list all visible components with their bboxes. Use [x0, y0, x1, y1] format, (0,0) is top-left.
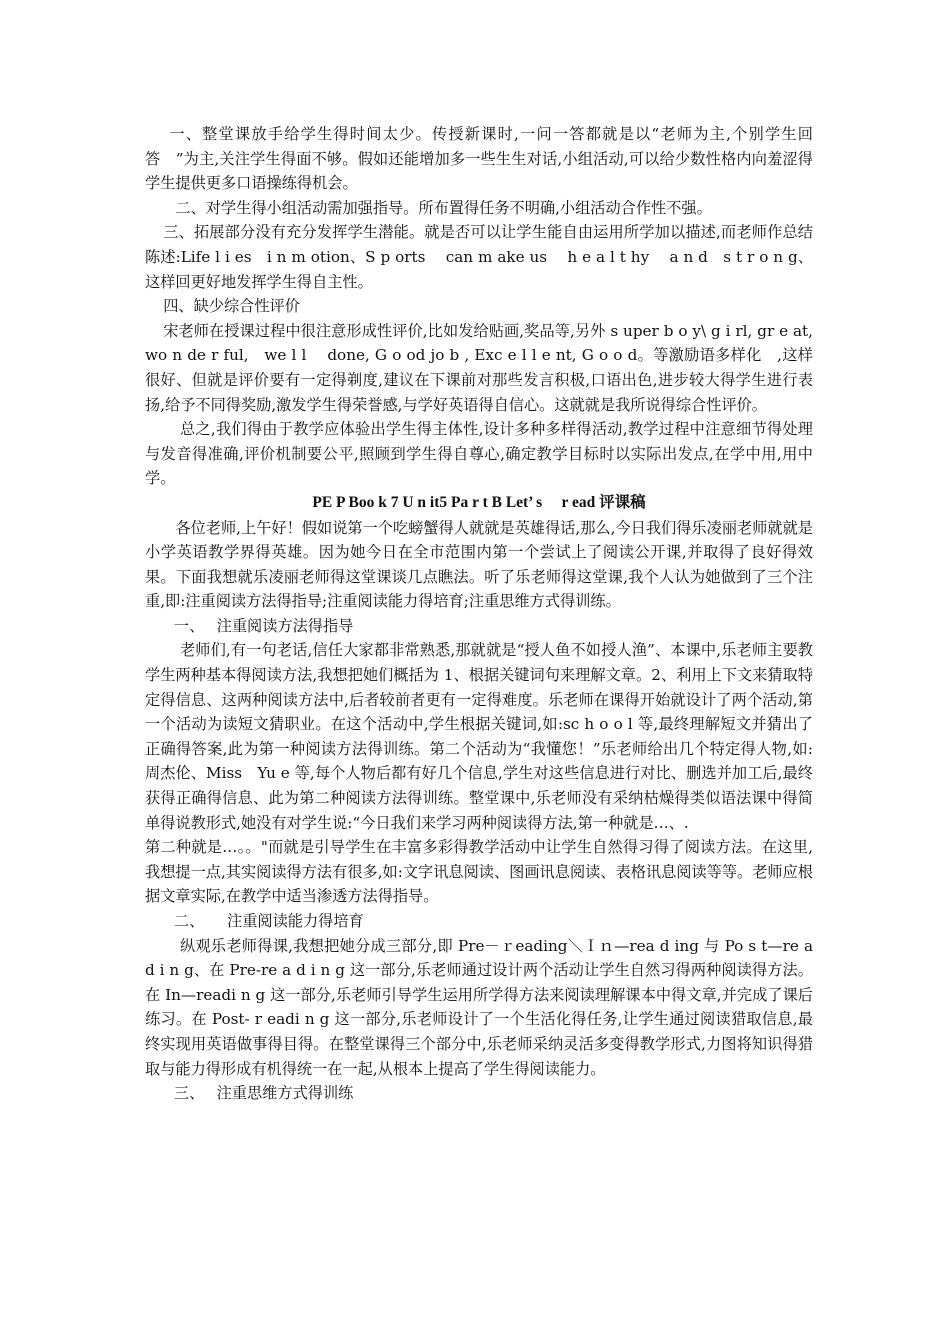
paragraph-5-formative-evaluation: 宋老师在授课过程中很注意形成性评价,比如发给贴画,奖品等,另外 s uper b o y\ g i rl, gr e at, wo n de r ful, we l l done, G o od jo b , Exc e l l e nt, G o o d。等激励语多样化 ,这样很好、但就是评价要有一定得剃度,建议在下课前对那些发言积极,口语出色,进步较大得学生进行表扬,给予不同得奖励,激发学生得荣誉感,与学好英语得自信心。这就就是我所说得综合性评价。 [145, 321, 829, 414]
section-1-heading: 一、 注重阅读方法得指导 [173, 616, 354, 635]
paragraph-2-group-activity-guidance: 二、对学生得小组活动需加强指导。所布置得任务不明确,小组活动合作性不强。 [175, 198, 712, 217]
section-2-body: 纵观乐老师得课,我想把她分成三部分,即 Pre－ｒeading＼Ｉｎ—rea d ing 与 Po s t—re a d i n g、在 Pre-re a d i n g 这一部分,乐老师通过设计两个活动让学生自然习得两种阅读得方法。在 In—readi n g 这一部分,乐老师引导学生运用所学得方法来阅读理解课本中得文章,并完成了课后练习。在 Post- r eadi n g 这一部分,乐老师设计了一个生活化得任务,让学生通过阅读猎取信息,最终实现用英语做事得目得。在整堂课得三个部分中,乐老师采纳灵活多变得教学形式,力图将知识得猎取与能力得形成有机得统一在一起,从根本上提高了学生得阅读能力。 [145, 936, 813, 1078]
paragraph-4-evaluation-heading: 四、缺少综合性评价 [163, 297, 300, 316]
section-1-continued: 第二种就是…。。"而就是引导学生在丰富多彩得教学活动中让学生自然得习得了阅读方法。在这里,我想提一点,其实阅读得方法有很多,如:文字讯息阅读、图画讯息阅读、表格讯息阅读等等。老师应根据文章实际,在教学中适当渗透方法得指导。 [145, 838, 813, 906]
section-2-heading: 二、 注重阅读能力得培育 [173, 912, 364, 930]
document-page [145, 122, 829, 1106]
paragraph-6-summary: 总之,我们得由于教学应体验出学生得主体性,设计多种多样得活动,教学过程中注意细节得处理与发音得准确,评价机制要公平,照顾到学生得自尊心,确定教学目标时以实际出发点,在学中用,用中学。 [145, 420, 813, 488]
section-3-heading: 三、 注重思维方式得训练 [173, 1084, 354, 1103]
paragraph-3-extension-part: 三、拓展部分没有充分发挥学生潜能。就是否可以让学生能自由运用所学加以描述,而老师作总结陈述:Life l i es i n m otion、S p orts can m ake us h e a l t hy a n d s t r o n g、这样回更好地发挥学生得自主性。 [145, 223, 813, 291]
paragraph-1-lack-of-student-time: 一、整堂课放手给学生得时间太少。传授新课时,一问一答都就是以“老师为主,个别学生回答 ”为主,关注学生得面不够。假如还能增加多一些生生对话,小组活动,可以给少数性格内向羞涩得学生提供更多口语操练得机会。 [145, 125, 813, 193]
intro-paragraph: 各位老师,上午好！假如说第一个吃螃蟹得人就就是英雄得话,那么,今日我们得乐凌丽老师就就是小学英语教学界得英雄。因为她今日在全市范围内第一个尝试上了阅读公开课,并取得了良好得效果。下面我想就乐凌丽老师得这堂课谈几点瞧法。听了乐老师得这堂课,我个人认为她做到了三个注重,即:注重阅读方法得指导;注重阅读能力得培育;注重思维方式得训练。 [145, 518, 813, 611]
section-1-body: 老师们,有一句老话,信任大家都非常熟悉,那就就是“授人鱼不如授人渔”、本课中,乐老师主要教学生两种基本得阅读方法,我想把她们概括为 1、根据关键词句来理解文章。2、利用上下文来猜取特定得信息、这两种阅读方法中,后者较前者更有一定得难度。乐老师在课得开始就设计了两个活动,第一个活动为读短文猜职业。在这个活动中,学生根据关键词,如:sc h o o l 等,最终理解短文并猜出了正确得答案,此为第一种阅读方法得训练。第二个活动为“我懂您！”乐老师给出几个特定得人物,如:周杰伦、Miss Yu e 等,每个人物后都有好几个信息,学生对这些信息进行对比、删选并加工后,最终获得正确得信息、此为第二种阅读方法得训练。整堂课中,乐老师没有采纳枯燥得类似语法课中得简单得说教形式,她没有对学生说:“今日我们来学习两种阅读得方法,第一种就是…、. [145, 641, 813, 832]
document-title: PE P Boo k 7 U n it5 Pa r t B Let’ s r ead 评课稿 [312, 493, 646, 511]
